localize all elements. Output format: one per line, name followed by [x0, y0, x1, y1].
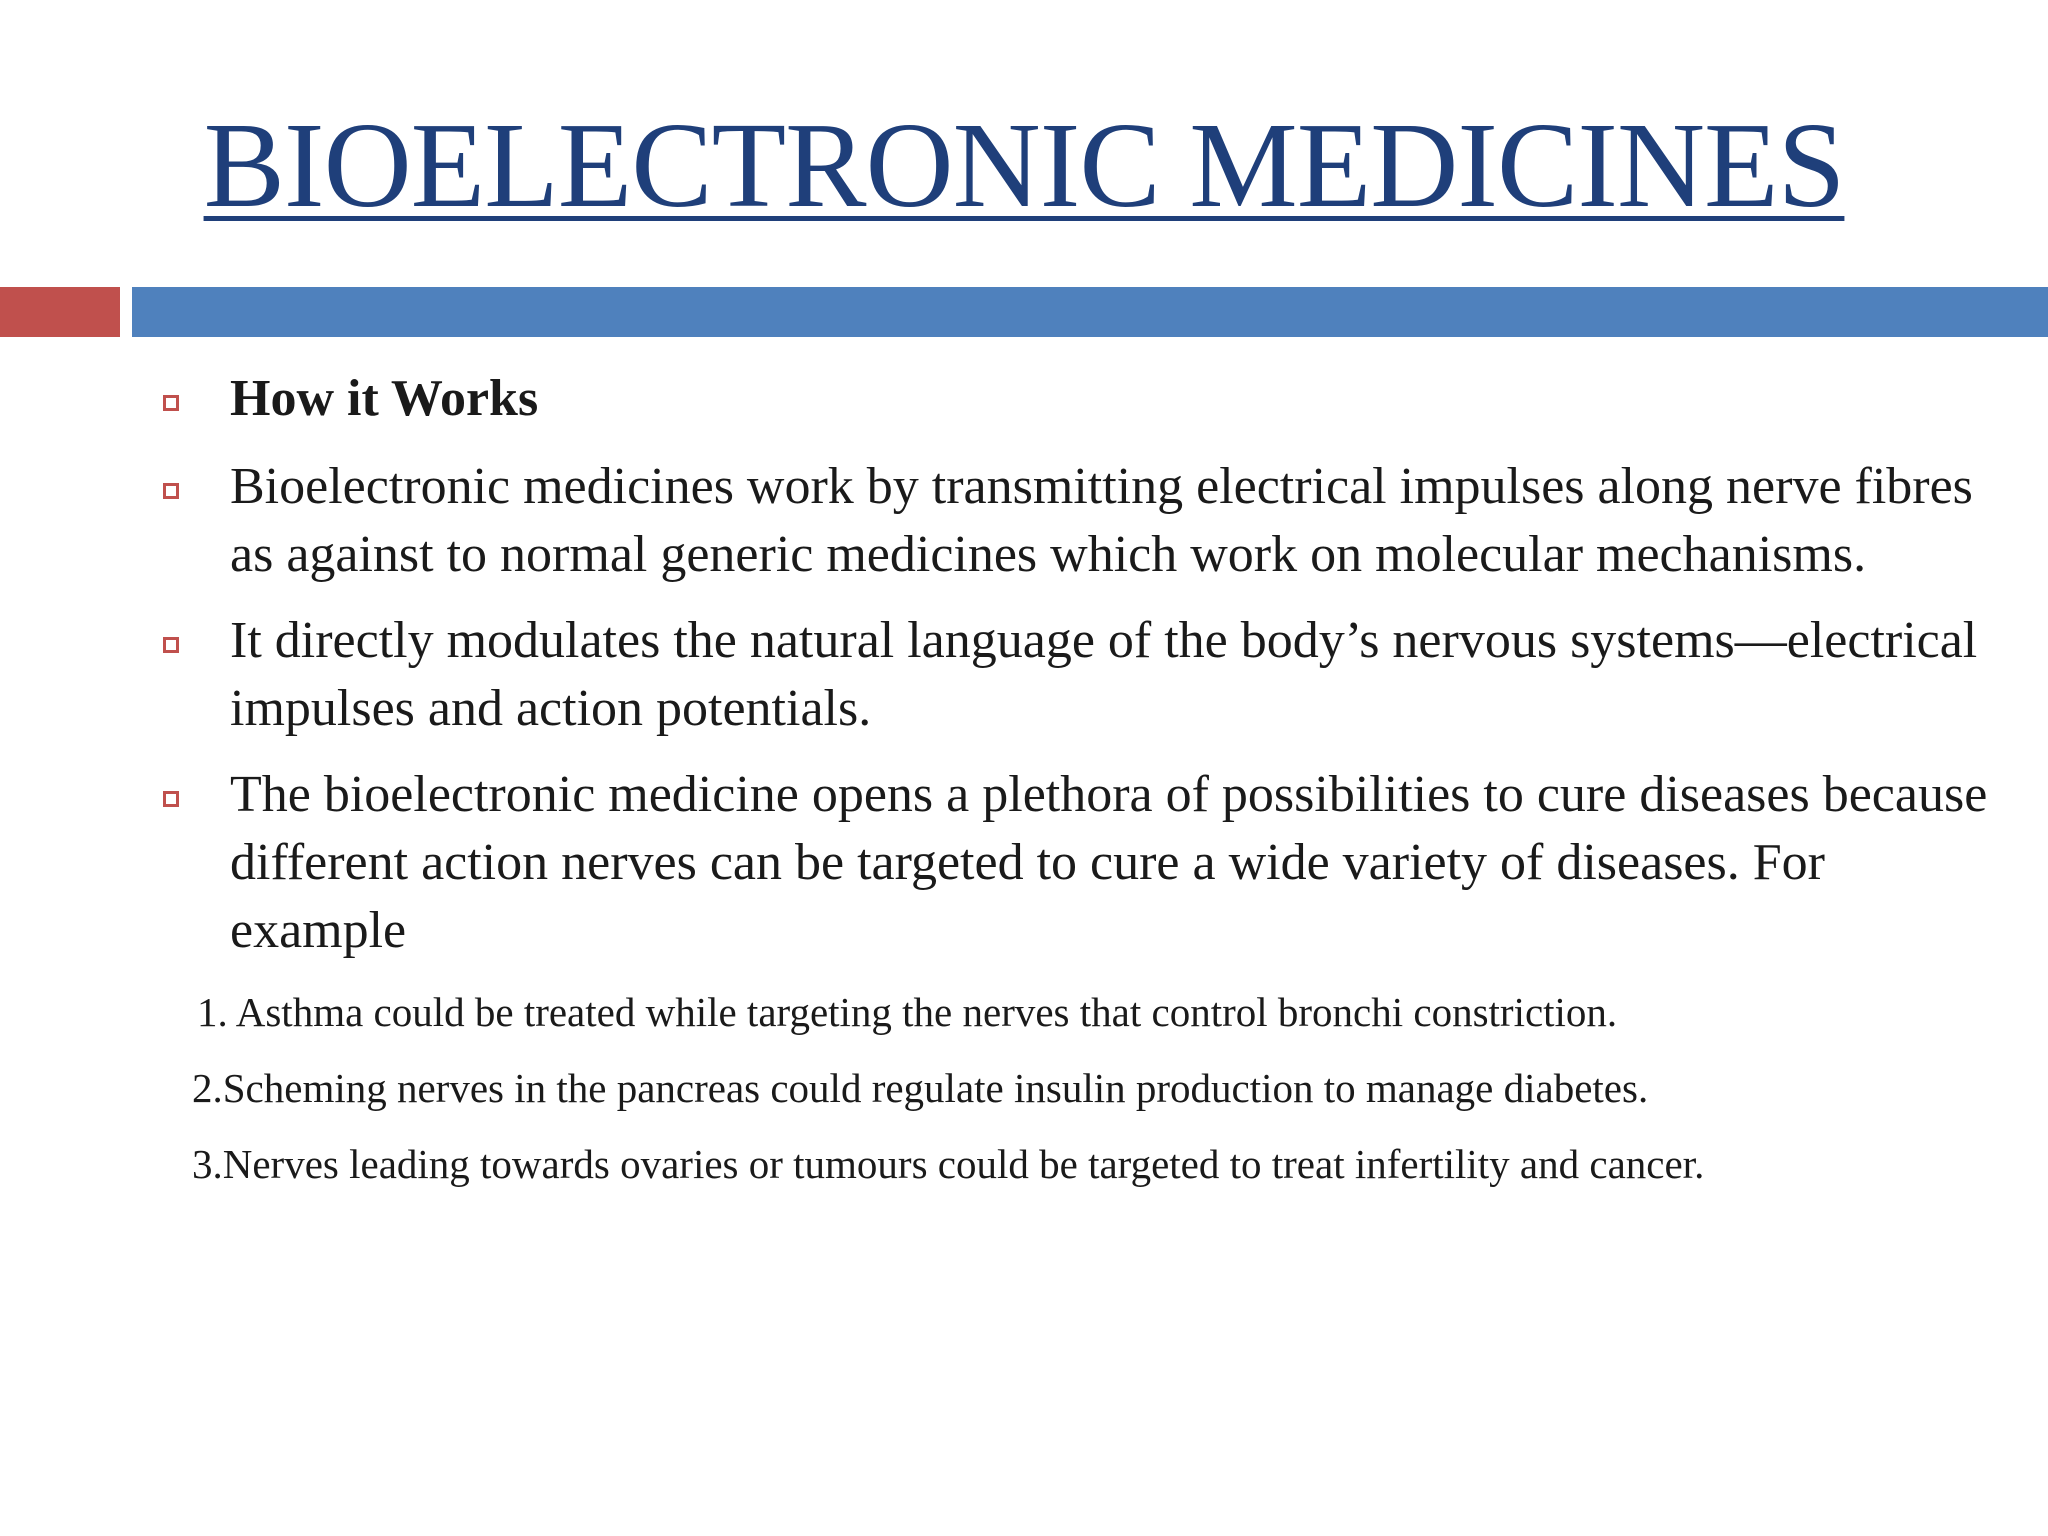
accent-bar-blue: [132, 287, 2048, 337]
bullet-text: The bioelectronic medicine opens a plethora of possibilities to cure diseases because different action nerves can be targeted to cure a wide variety of diseases. For example: [230, 766, 1988, 959]
bullet-item: [0, 761, 2048, 965]
square-bullet-icon: [163, 637, 179, 653]
square-bullet-icon: [163, 483, 179, 499]
slide-title: BIOELECTRONIC MEDICINES: [203, 98, 1845, 233]
numbered-item: 2.Scheming nerves in the pancreas could regulate insulin production to manage diabetes.: [192, 1065, 1649, 1111]
bullet-item: [0, 453, 2048, 589]
numbered-item: 3.Nerves leading towards ovaries or tumours could be targeted to treat infertility and cancer.: [192, 1141, 1705, 1187]
square-bullet-icon: [163, 395, 179, 411]
bullet-text: Bioelectronic medicines work by transmitting electrical impulses along nerve fibres as against to normal generic medicines which work on molecular mechanisms.: [230, 458, 1973, 583]
numbered-list: [0, 983, 2048, 1193]
bullet-item: [0, 607, 2048, 743]
bullet-text: How it Works: [230, 370, 539, 427]
accent-bar-red: [0, 287, 120, 337]
square-bullet-icon: [163, 791, 179, 807]
bullet-item: [0, 365, 2048, 433]
slide-content: [0, 365, 2048, 1211]
numbered-item: 1. Asthma could be treated while targeting the nerves that control bronchi constriction.: [197, 989, 1618, 1035]
bullet-text: It directly modulates the natural language of the body’s nervous systems—electrical impulses and action potentials.: [230, 612, 1978, 737]
